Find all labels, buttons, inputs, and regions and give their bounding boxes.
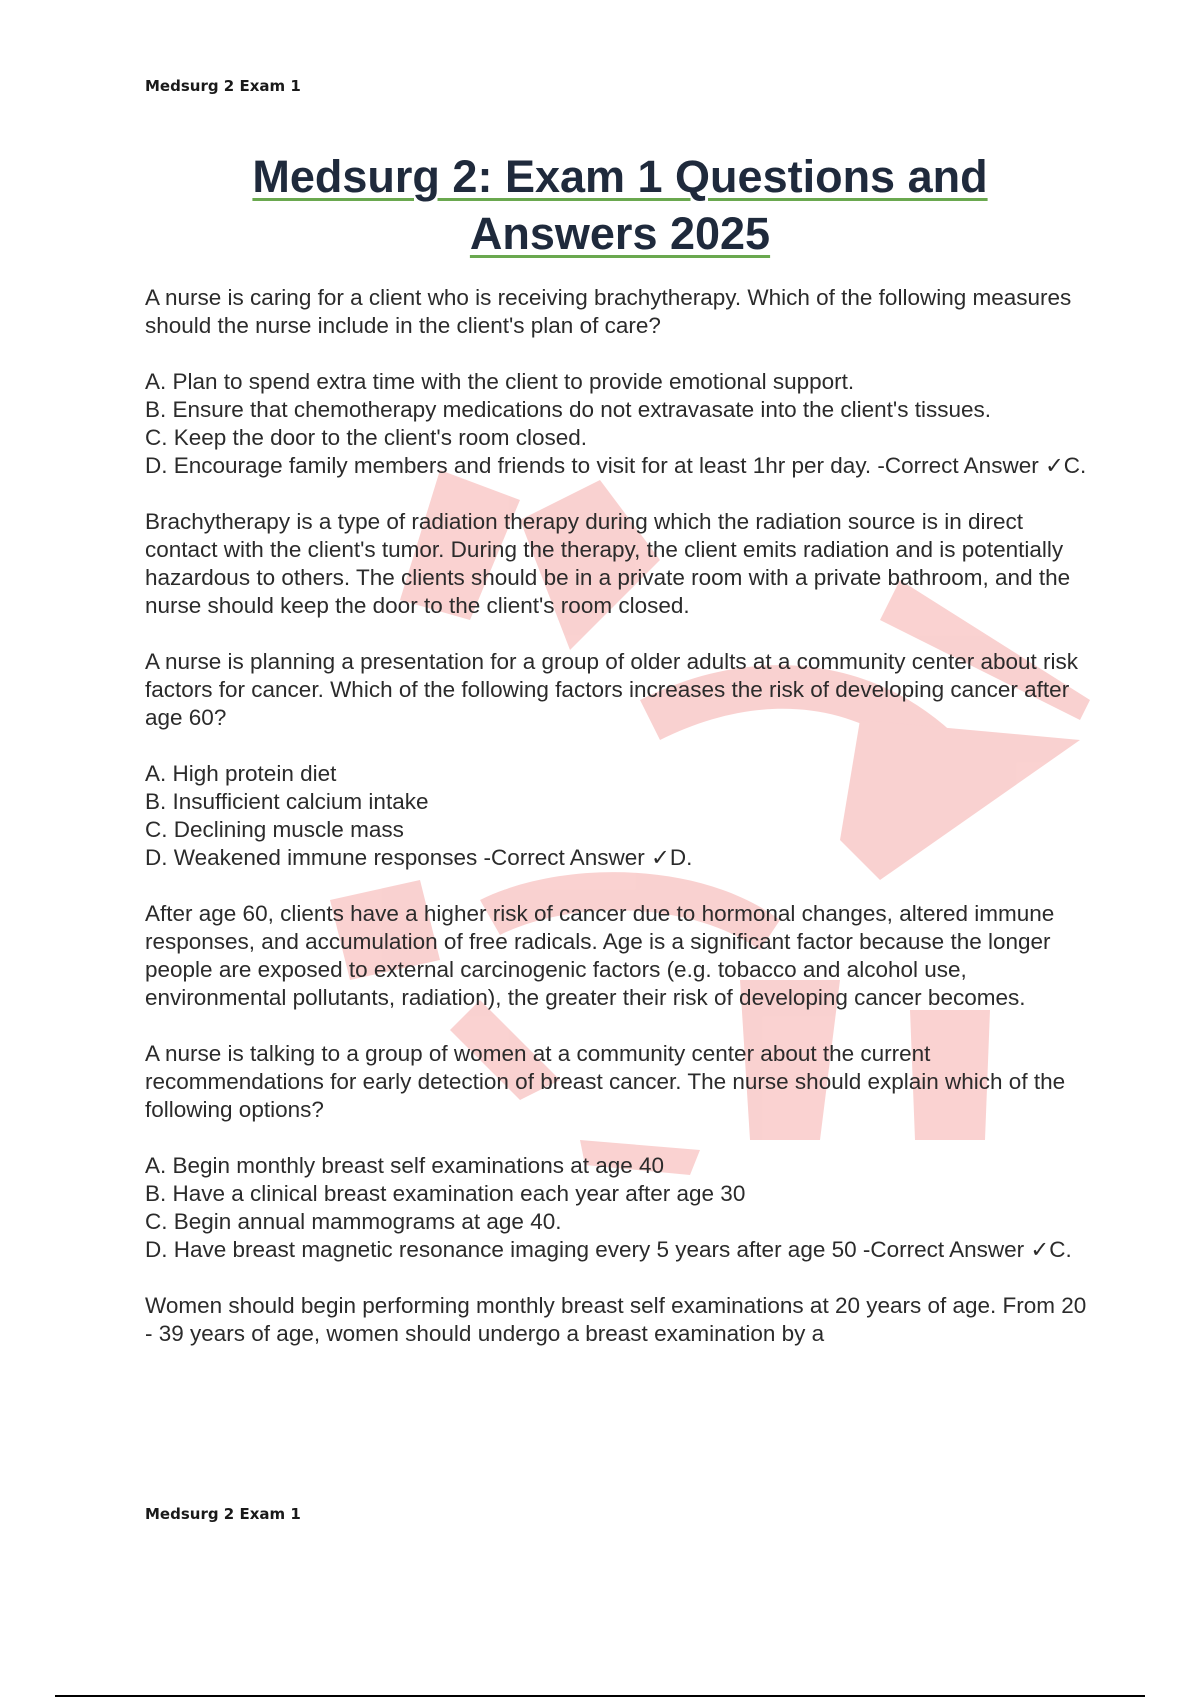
question-block-3	[145, 1040, 1095, 1348]
question-block-1	[145, 284, 1095, 620]
page-title	[145, 148, 1095, 262]
answer-option: B. Insufficient calcium intake	[145, 789, 429, 814]
answer-option: A. Plan to spend extra time with the client to provide emotional support.	[145, 369, 855, 394]
page-header-label: Medsurg 2 Exam 1	[145, 77, 301, 95]
title-line-1: Medsurg 2: Exam 1 Questions and	[252, 151, 988, 202]
rationale-text: After age 60, clients have a higher risk of cancer due to hormonal changes, altered immune responses, and accumulation of free radicals. Age is a significant factor because the longer people are exposed to external carcinogenic factors (e.g. tobacco and alcohol use, environmental pollutants, radiation), the greater their risk of developing cancer becomes.	[145, 901, 1055, 1010]
answer-option: B. Have a clinical breast examination each year after age 30	[145, 1181, 746, 1206]
rationale-text: Brachytherapy is a type of radiation therapy during which the radiation source is in direct contact with the client's tumor. During the therapy, the client emits radiation and is potentially hazardous to others. The clients should be in a private room with a private bathroom, and the nurse should keep the door to the client's room closed.	[145, 509, 1071, 618]
answer-options	[145, 1152, 1095, 1264]
answer-option: C. Keep the door to the client's room closed.	[145, 425, 588, 450]
answer-option: C. Declining muscle mass	[145, 817, 404, 842]
answer-option: C. Begin annual mammograms at age 40.	[145, 1209, 562, 1234]
answer-option: D. Encourage family members and friends to visit for at least 1hr per day. -Correct Answer ✓C.	[145, 453, 1087, 478]
question-block-2	[145, 648, 1095, 1012]
answer-option: A. Begin monthly breast self examinations at age 40	[145, 1153, 665, 1178]
document-body	[145, 284, 1095, 1376]
page-bottom-rule	[55, 1695, 1145, 1697]
answer-option: D. Have breast magnetic resonance imaging every 5 years after age 50 -Correct Answer ✓C.	[145, 1237, 1072, 1262]
answer-options	[145, 760, 1095, 872]
rationale-text: Women should begin performing monthly breast self examinations at 20 years of age. From 20 - 39 years of age, women should undergo a breast examination by a	[145, 1293, 1087, 1346]
answer-options	[145, 368, 1095, 480]
question-stem: A nurse is talking to a group of women at a community center about the current recommendations for early detection of breast cancer. The nurse should explain which of the following options?	[145, 1041, 1066, 1122]
question-stem: A nurse is planning a presentation for a group of older adults at a community center about risk factors for cancer. Which of the following factors increases the risk of developing cancer after age 60?	[145, 649, 1079, 730]
answer-option: B. Ensure that chemotherapy medications do not extravasate into the client's tissues.	[145, 397, 992, 422]
answer-option: D. Weakened immune responses -Correct Answer ✓D.	[145, 845, 693, 870]
title-line-2: Answers 2025	[469, 208, 771, 259]
question-stem: A nurse is caring for a client who is receiving brachytherapy. Which of the following measures should the nurse include in the client's plan of care?	[145, 285, 1072, 338]
page-footer-label: Medsurg 2 Exam 1	[145, 1505, 301, 1523]
answer-option: A. High protein diet	[145, 761, 337, 786]
